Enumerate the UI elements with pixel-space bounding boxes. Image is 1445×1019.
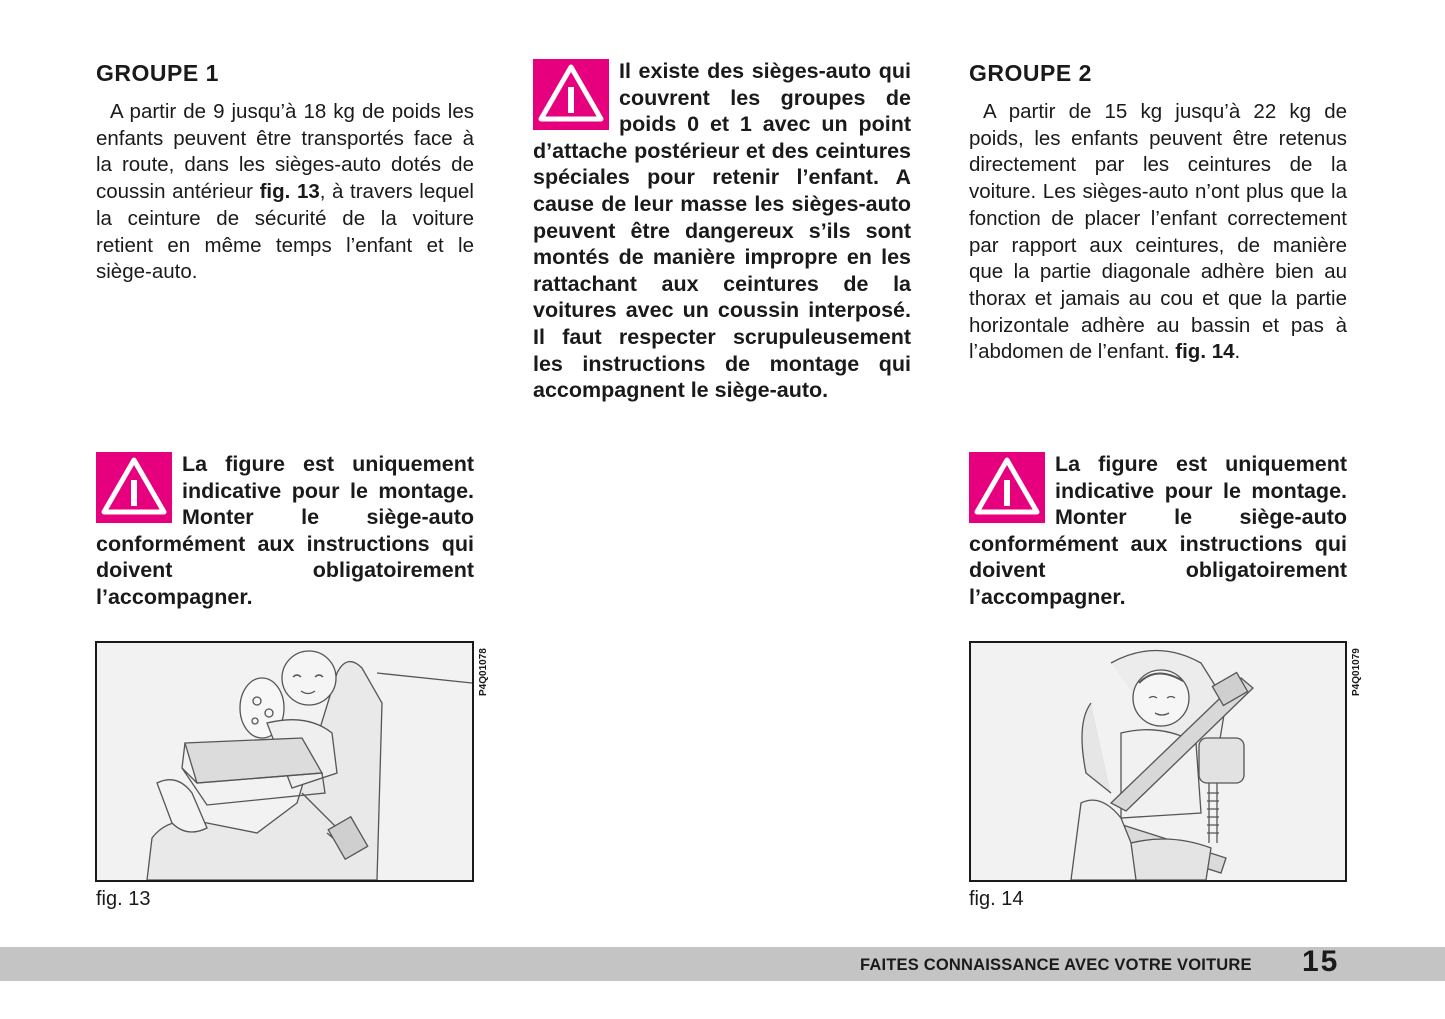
right-column [969,60,1347,366]
figure-14-illustration [969,641,1347,882]
right-warning-block [969,451,1347,611]
warning-triangle-icon [96,452,172,523]
left-warning-text: La figure est uniquement indicative pour le montage. Monter le siège-auto conformément aux instructions qui doivent obligatoirement l’accompagner. [96,452,474,609]
figure-14-caption: fig. 14 [969,888,1024,910]
figure-reference: fig. 14 [1175,340,1235,364]
groupe-2-paragraph: A partir de 15 kg jusqu’à 22 kg de poids, les enfants peuvent être retenus directement par les ceintures de la voiture. Les sièges-auto n’ont plus que la fonction de placer l’enfant correctement par rapport aux ceintures, de manière que la partie diagonale adhère bien au thorax et jamais au cou et que la partie horizontale adhère au bassin et pas à l’abdomen de l’enfant. fig. 14. [969,100,1347,364]
warning-triangle-icon [969,452,1045,523]
footer-section-title: FAITES CONNAISSANCE AVEC VOTRE VOITURE [860,956,1252,974]
figure-14-code: P4Q01079 [1351,648,1362,696]
section-heading-groupe-1: GROUPE 1 [96,60,219,86]
page-number: 15 [1302,945,1340,978]
middle-warning-text: Il existe des sièges-auto qui couvrent les groupes de poids 0 et 1 avec un point d’attache postérieur et des ceintures spéciales pour retenir l’enfant. A cause de leur masse les sièges-auto peuvent être dangereux s’ils sont montés de manière impropre en les rattachant aux ceintures de la voitures avec un coussin interposé. Il faut respecter scrupuleusement les instructions de montage qui accompagnent le siège-auto. [533,59,911,403]
figure-13-illustration [95,641,474,882]
right-warning-text: La figure est uniquement indicative pour le montage. Monter le siège-auto conformément aux instructions qui doivent obligatoirement l’accompagner. [969,452,1347,609]
section-heading-groupe-2: GROUPE 2 [969,60,1092,86]
figure-13-caption: fig. 13 [96,888,151,910]
middle-warning-block [533,58,911,404]
figure-reference: fig. 13 [259,180,320,204]
figure-13-code: P4Q01078 [478,648,489,696]
groupe-1-paragraph: A partir de 9 jusqu’à 18 kg de poids les enfants peuvent être transportés face à la route, dans les sièges-auto dotés de coussin antérieur fig. 13, à travers lequel la ceinture de sécurité de la voiture retient en même temps l’enfant et le siège-auto. [96,100,474,284]
warning-triangle-icon [533,59,609,130]
left-column [96,60,474,286]
left-warning-block [96,451,474,611]
